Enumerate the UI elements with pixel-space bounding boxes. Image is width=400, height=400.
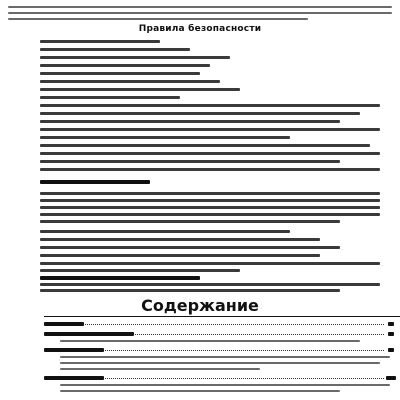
text-line	[40, 206, 380, 209]
toc-entry	[44, 348, 104, 352]
text-line	[40, 120, 340, 123]
text-line	[40, 56, 230, 59]
text-line	[40, 88, 240, 91]
text-line	[40, 136, 290, 139]
text-line	[60, 356, 390, 358]
toc-entry	[44, 376, 104, 380]
toc-rule	[44, 316, 400, 317]
text-line	[8, 6, 392, 8]
text-line	[40, 96, 180, 99]
text-line	[60, 384, 390, 386]
text-line	[40, 168, 380, 171]
toc-entry	[44, 332, 134, 336]
text-line	[40, 238, 320, 241]
text-line	[60, 340, 360, 342]
toc-entry	[44, 322, 84, 326]
text-line	[40, 269, 240, 272]
text-line	[40, 199, 380, 202]
text-line	[40, 40, 160, 43]
section-heading	[40, 180, 150, 184]
text-line	[40, 64, 210, 67]
text-line	[40, 213, 380, 216]
text-line	[40, 48, 190, 51]
text-line	[40, 246, 340, 249]
text-line	[40, 283, 380, 286]
toc-leader	[44, 324, 384, 325]
text-line	[40, 112, 360, 115]
text-line	[40, 160, 340, 163]
text-line	[40, 230, 290, 233]
toc-page-number	[388, 332, 394, 336]
toc-page-number	[386, 376, 396, 380]
text-line	[40, 254, 320, 257]
text-line	[40, 144, 370, 147]
text-line	[60, 390, 340, 392]
text-line	[40, 220, 340, 223]
text-line	[60, 368, 260, 370]
text-line	[8, 18, 308, 20]
text-line	[40, 80, 220, 83]
safety-rules-title: Правила безопасности	[138, 24, 262, 34]
text-line	[40, 262, 380, 265]
text-line	[40, 192, 380, 195]
text-line	[40, 72, 200, 75]
text-line	[40, 152, 380, 155]
section-heading	[40, 276, 200, 280]
text-line	[40, 128, 380, 131]
text-line	[60, 362, 380, 364]
text-line	[40, 104, 380, 107]
toc-page-number	[388, 322, 394, 326]
text-line	[8, 12, 392, 14]
toc-page-number	[388, 348, 394, 352]
toc-title: Содержание	[141, 296, 259, 315]
text-line	[40, 289, 340, 292]
